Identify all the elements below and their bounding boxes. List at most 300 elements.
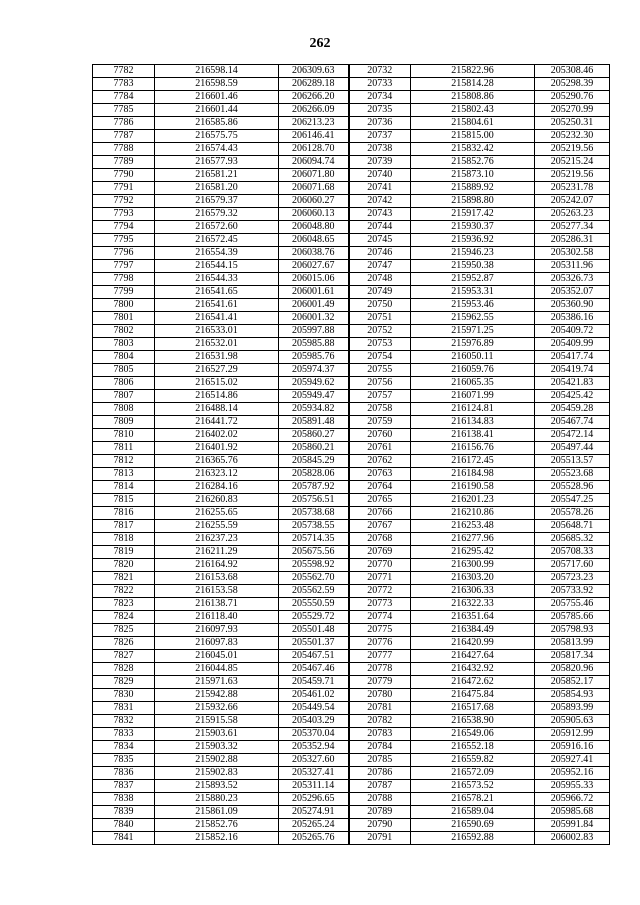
y-coordinate-cell: 205820.96 [535, 663, 610, 676]
x-coordinate-cell: 216578.21 [411, 793, 535, 806]
y-coordinate-cell: 205215.24 [535, 156, 610, 169]
point-id-cell: 20784 [349, 741, 411, 754]
x-coordinate-cell: 215962.55 [411, 312, 535, 325]
x-coordinate-cell: 215802.43 [411, 104, 535, 117]
x-coordinate-cell: 216517.68 [411, 702, 535, 715]
point-id-cell: 7830 [93, 689, 155, 702]
table-row [93, 156, 610, 169]
y-coordinate-cell: 206060.27 [279, 195, 349, 208]
x-coordinate-cell: 216544.15 [155, 260, 279, 273]
point-id-cell: 7815 [93, 494, 155, 507]
table-row [93, 247, 610, 260]
y-coordinate-cell: 205813.99 [535, 637, 610, 650]
point-id-cell: 20750 [349, 299, 411, 312]
y-coordinate-cell: 206266.09 [279, 104, 349, 117]
y-coordinate-cell: 205787.92 [279, 481, 349, 494]
point-id-cell: 7788 [93, 143, 155, 156]
y-coordinate-cell: 205817.34 [535, 650, 610, 663]
x-coordinate-cell: 215852.76 [155, 819, 279, 832]
y-coordinate-cell: 206128.70 [279, 143, 349, 156]
y-coordinate-cell: 206027.67 [279, 260, 349, 273]
table-row [93, 819, 610, 832]
x-coordinate-cell: 216306.33 [411, 585, 535, 598]
point-id-cell: 7816 [93, 507, 155, 520]
table-row [93, 546, 610, 559]
x-coordinate-cell: 216237.23 [155, 533, 279, 546]
x-coordinate-cell: 216401.92 [155, 442, 279, 455]
table-row [93, 117, 610, 130]
table-row [93, 390, 610, 403]
point-id-cell: 7805 [93, 364, 155, 377]
point-id-cell: 20758 [349, 403, 411, 416]
x-coordinate-cell: 216323.12 [155, 468, 279, 481]
point-id-cell: 7814 [93, 481, 155, 494]
point-id-cell: 7799 [93, 286, 155, 299]
x-coordinate-cell: 216598.59 [155, 78, 279, 91]
y-coordinate-cell: 205523.68 [535, 468, 610, 481]
y-coordinate-cell: 205648.71 [535, 520, 610, 533]
y-coordinate-cell: 205845.29 [279, 455, 349, 468]
y-coordinate-cell: 205286.31 [535, 234, 610, 247]
y-coordinate-cell: 205798.93 [535, 624, 610, 637]
y-coordinate-cell: 205966.72 [535, 793, 610, 806]
table-row [93, 351, 610, 364]
x-coordinate-cell: 215880.23 [155, 793, 279, 806]
y-coordinate-cell: 205912.99 [535, 728, 610, 741]
x-coordinate-cell: 215852.16 [155, 832, 279, 845]
x-coordinate-cell: 216190.58 [411, 481, 535, 494]
table-row [93, 715, 610, 728]
y-coordinate-cell: 205409.99 [535, 338, 610, 351]
table-row [93, 377, 610, 390]
y-coordinate-cell: 205467.46 [279, 663, 349, 676]
table-row [93, 806, 610, 819]
y-coordinate-cell: 205459.28 [535, 403, 610, 416]
point-id-cell: 7796 [93, 247, 155, 260]
y-coordinate-cell: 205421.83 [535, 377, 610, 390]
point-id-cell: 20738 [349, 143, 411, 156]
table-row [93, 78, 610, 91]
x-coordinate-cell: 216598.14 [155, 65, 279, 78]
y-coordinate-cell: 206015.06 [279, 273, 349, 286]
table-row [93, 676, 610, 689]
point-id-cell: 7797 [93, 260, 155, 273]
point-id-cell: 20762 [349, 455, 411, 468]
point-id-cell: 20759 [349, 416, 411, 429]
point-id-cell: 20782 [349, 715, 411, 728]
x-coordinate-cell: 216211.29 [155, 546, 279, 559]
x-coordinate-cell: 216592.88 [411, 832, 535, 845]
table-row [93, 780, 610, 793]
x-coordinate-cell: 216541.65 [155, 286, 279, 299]
page-number: 262 [309, 36, 331, 51]
table-row [93, 585, 610, 598]
point-id-cell: 7784 [93, 91, 155, 104]
x-coordinate-cell: 216581.21 [155, 169, 279, 182]
x-coordinate-cell: 216575.75 [155, 130, 279, 143]
x-coordinate-cell: 216402.02 [155, 429, 279, 442]
x-coordinate-cell: 216351.64 [411, 611, 535, 624]
x-coordinate-cell: 215814.28 [411, 78, 535, 91]
y-coordinate-cell: 205891.48 [279, 416, 349, 429]
x-coordinate-cell: 216427.64 [411, 650, 535, 663]
point-id-cell: 20732 [349, 65, 411, 78]
x-coordinate-cell: 215903.32 [155, 741, 279, 754]
point-id-cell: 20777 [349, 650, 411, 663]
point-id-cell: 20790 [349, 819, 411, 832]
point-id-cell: 20788 [349, 793, 411, 806]
y-coordinate-cell: 205985.76 [279, 351, 349, 364]
x-coordinate-cell: 215932.66 [155, 702, 279, 715]
y-coordinate-cell: 205955.33 [535, 780, 610, 793]
point-id-cell: 20774 [349, 611, 411, 624]
point-id-cell: 20749 [349, 286, 411, 299]
x-coordinate-cell: 216577.93 [155, 156, 279, 169]
x-coordinate-cell: 216134.83 [411, 416, 535, 429]
point-id-cell: 7785 [93, 104, 155, 117]
y-coordinate-cell: 205755.46 [535, 598, 610, 611]
point-id-cell: 20779 [349, 676, 411, 689]
point-id-cell: 20751 [349, 312, 411, 325]
y-coordinate-cell: 205513.57 [535, 455, 610, 468]
table-row [93, 403, 610, 416]
table-row [93, 494, 610, 507]
point-id-cell: 7787 [93, 130, 155, 143]
y-coordinate-cell: 206266.20 [279, 91, 349, 104]
x-coordinate-cell: 216488.14 [155, 403, 279, 416]
y-coordinate-cell: 206038.76 [279, 247, 349, 260]
x-coordinate-cell: 215915.58 [155, 715, 279, 728]
y-coordinate-cell: 205991.84 [535, 819, 610, 832]
x-coordinate-cell: 216554.39 [155, 247, 279, 260]
x-coordinate-cell: 216585.86 [155, 117, 279, 130]
point-id-cell: 7817 [93, 520, 155, 533]
y-coordinate-cell: 205308.46 [535, 65, 610, 78]
x-coordinate-cell: 216601.44 [155, 104, 279, 117]
point-id-cell: 7819 [93, 546, 155, 559]
point-id-cell: 20743 [349, 208, 411, 221]
table-row [93, 312, 610, 325]
y-coordinate-cell: 205360.90 [535, 299, 610, 312]
table-row [93, 208, 610, 221]
point-id-cell: 20776 [349, 637, 411, 650]
x-coordinate-cell: 216601.46 [155, 91, 279, 104]
point-id-cell: 7811 [93, 442, 155, 455]
x-coordinate-cell: 216065.35 [411, 377, 535, 390]
x-coordinate-cell: 216590.69 [411, 819, 535, 832]
x-coordinate-cell: 215808.86 [411, 91, 535, 104]
x-coordinate-cell: 216255.59 [155, 520, 279, 533]
point-id-cell: 20768 [349, 533, 411, 546]
y-coordinate-cell: 206094.74 [279, 156, 349, 169]
point-id-cell: 20761 [349, 442, 411, 455]
y-coordinate-cell: 205459.71 [279, 676, 349, 689]
x-coordinate-cell: 215822.96 [411, 65, 535, 78]
point-id-cell: 20760 [349, 429, 411, 442]
y-coordinate-cell: 205265.24 [279, 819, 349, 832]
point-id-cell: 20781 [349, 702, 411, 715]
x-coordinate-cell: 216253.48 [411, 520, 535, 533]
x-coordinate-cell: 216579.37 [155, 195, 279, 208]
point-id-cell: 20787 [349, 780, 411, 793]
x-coordinate-cell: 216097.83 [155, 637, 279, 650]
y-coordinate-cell: 205302.58 [535, 247, 610, 260]
y-coordinate-cell: 205708.33 [535, 546, 610, 559]
y-coordinate-cell: 206048.80 [279, 221, 349, 234]
point-id-cell: 7837 [93, 780, 155, 793]
y-coordinate-cell: 205974.37 [279, 364, 349, 377]
y-coordinate-cell: 205905.63 [535, 715, 610, 728]
point-id-cell: 20773 [349, 598, 411, 611]
y-coordinate-cell: 206001.61 [279, 286, 349, 299]
point-id-cell: 20767 [349, 520, 411, 533]
x-coordinate-cell: 216538.90 [411, 715, 535, 728]
x-coordinate-cell: 215804.61 [411, 117, 535, 130]
point-id-cell: 20748 [349, 273, 411, 286]
y-coordinate-cell: 205461.02 [279, 689, 349, 702]
table-row [93, 221, 610, 234]
point-id-cell: 20757 [349, 390, 411, 403]
point-id-cell: 20747 [349, 260, 411, 273]
y-coordinate-cell: 205290.76 [535, 91, 610, 104]
table-row [93, 507, 610, 520]
table-row [93, 286, 610, 299]
x-coordinate-cell: 215903.61 [155, 728, 279, 741]
x-coordinate-cell: 215942.88 [155, 689, 279, 702]
point-id-cell: 7810 [93, 429, 155, 442]
point-id-cell: 7826 [93, 637, 155, 650]
x-coordinate-cell: 215953.46 [411, 299, 535, 312]
point-id-cell: 7833 [93, 728, 155, 741]
point-id-cell: 20780 [349, 689, 411, 702]
x-coordinate-cell: 216255.65 [155, 507, 279, 520]
table-row [93, 143, 610, 156]
y-coordinate-cell: 205311.14 [279, 780, 349, 793]
point-id-cell: 20783 [349, 728, 411, 741]
y-coordinate-cell: 206289.18 [279, 78, 349, 91]
x-coordinate-cell: 216045.01 [155, 650, 279, 663]
point-id-cell: 7822 [93, 585, 155, 598]
point-id-cell: 7808 [93, 403, 155, 416]
y-coordinate-cell: 205425.42 [535, 390, 610, 403]
table-row [93, 299, 610, 312]
x-coordinate-cell: 216589.04 [411, 806, 535, 819]
y-coordinate-cell: 206071.68 [279, 182, 349, 195]
table-row [93, 598, 610, 611]
x-coordinate-cell: 215902.88 [155, 754, 279, 767]
point-id-cell: 7824 [93, 611, 155, 624]
point-id-cell: 7802 [93, 325, 155, 338]
x-coordinate-cell: 216260.83 [155, 494, 279, 507]
y-coordinate-cell: 205467.74 [535, 416, 610, 429]
y-coordinate-cell: 205467.51 [279, 650, 349, 663]
x-coordinate-cell: 216284.16 [155, 481, 279, 494]
y-coordinate-cell: 205501.48 [279, 624, 349, 637]
point-id-cell: 20741 [349, 182, 411, 195]
x-coordinate-cell: 216579.32 [155, 208, 279, 221]
table-row [93, 767, 610, 780]
x-coordinate-cell: 216184.98 [411, 468, 535, 481]
y-coordinate-cell: 205263.23 [535, 208, 610, 221]
point-id-cell: 20752 [349, 325, 411, 338]
x-coordinate-cell: 215936.92 [411, 234, 535, 247]
y-coordinate-cell: 205501.37 [279, 637, 349, 650]
table-row [93, 338, 610, 351]
y-coordinate-cell: 205270.99 [535, 104, 610, 117]
x-coordinate-cell: 216118.40 [155, 611, 279, 624]
x-coordinate-cell: 216201.23 [411, 494, 535, 507]
table-row [93, 650, 610, 663]
y-coordinate-cell: 205250.31 [535, 117, 610, 130]
point-id-cell: 20745 [349, 234, 411, 247]
x-coordinate-cell: 215953.31 [411, 286, 535, 299]
point-id-cell: 20769 [349, 546, 411, 559]
x-coordinate-cell: 216533.01 [155, 325, 279, 338]
x-coordinate-cell: 216059.76 [411, 364, 535, 377]
point-id-cell: 20742 [349, 195, 411, 208]
y-coordinate-cell: 205386.16 [535, 312, 610, 325]
point-id-cell: 7812 [93, 455, 155, 468]
table-row [93, 364, 610, 377]
x-coordinate-cell: 216153.58 [155, 585, 279, 598]
x-coordinate-cell: 216156.76 [411, 442, 535, 455]
point-id-cell: 20737 [349, 130, 411, 143]
y-coordinate-cell: 205529.72 [279, 611, 349, 624]
x-coordinate-cell: 215852.76 [411, 156, 535, 169]
x-coordinate-cell: 216552.18 [411, 741, 535, 754]
y-coordinate-cell: 205242.07 [535, 195, 610, 208]
table-row [93, 195, 610, 208]
y-coordinate-cell: 205265.76 [279, 832, 349, 845]
x-coordinate-cell: 216541.61 [155, 299, 279, 312]
table-row [93, 572, 610, 585]
x-coordinate-cell: 215902.83 [155, 767, 279, 780]
table-row [93, 416, 610, 429]
x-coordinate-cell: 216300.99 [411, 559, 535, 572]
point-id-cell: 7791 [93, 182, 155, 195]
point-id-cell: 7836 [93, 767, 155, 780]
y-coordinate-cell: 205472.14 [535, 429, 610, 442]
point-id-cell: 7813 [93, 468, 155, 481]
point-id-cell: 7792 [93, 195, 155, 208]
x-coordinate-cell: 215873.10 [411, 169, 535, 182]
point-id-cell: 7807 [93, 390, 155, 403]
coordinates-table-body [93, 65, 610, 845]
y-coordinate-cell: 205685.32 [535, 533, 610, 546]
y-coordinate-cell: 206213.23 [279, 117, 349, 130]
table-row [93, 832, 610, 845]
point-id-cell: 7823 [93, 598, 155, 611]
y-coordinate-cell: 205733.92 [535, 585, 610, 598]
point-id-cell: 7795 [93, 234, 155, 247]
y-coordinate-cell: 205311.96 [535, 260, 610, 273]
table-row [93, 533, 610, 546]
point-id-cell: 20740 [349, 169, 411, 182]
point-id-cell: 20775 [349, 624, 411, 637]
y-coordinate-cell: 205916.16 [535, 741, 610, 754]
x-coordinate-cell: 216138.71 [155, 598, 279, 611]
x-coordinate-cell: 216164.92 [155, 559, 279, 572]
x-coordinate-cell: 216531.98 [155, 351, 279, 364]
point-id-cell: 7801 [93, 312, 155, 325]
x-coordinate-cell: 215917.42 [411, 208, 535, 221]
y-coordinate-cell: 205497.44 [535, 442, 610, 455]
y-coordinate-cell: 205598.92 [279, 559, 349, 572]
y-coordinate-cell: 205738.55 [279, 520, 349, 533]
x-coordinate-cell: 215952.87 [411, 273, 535, 286]
table-row [93, 793, 610, 806]
table-row [93, 260, 610, 273]
y-coordinate-cell: 205785.66 [535, 611, 610, 624]
point-id-cell: 7809 [93, 416, 155, 429]
x-coordinate-cell: 216514.86 [155, 390, 279, 403]
table-row [93, 104, 610, 117]
x-coordinate-cell: 216138.41 [411, 429, 535, 442]
table-row [93, 741, 610, 754]
y-coordinate-cell: 205419.74 [535, 364, 610, 377]
point-id-cell: 7834 [93, 741, 155, 754]
point-id-cell: 7794 [93, 221, 155, 234]
point-id-cell: 20771 [349, 572, 411, 585]
y-coordinate-cell: 205934.82 [279, 403, 349, 416]
y-coordinate-cell: 205756.51 [279, 494, 349, 507]
y-coordinate-cell: 205296.65 [279, 793, 349, 806]
y-coordinate-cell: 205675.56 [279, 546, 349, 559]
y-coordinate-cell: 206060.13 [279, 208, 349, 221]
point-id-cell: 20765 [349, 494, 411, 507]
point-id-cell: 7827 [93, 650, 155, 663]
y-coordinate-cell: 205952.16 [535, 767, 610, 780]
x-coordinate-cell: 216527.29 [155, 364, 279, 377]
x-coordinate-cell: 216549.06 [411, 728, 535, 741]
x-coordinate-cell: 215930.37 [411, 221, 535, 234]
y-coordinate-cell: 205717.60 [535, 559, 610, 572]
y-coordinate-cell: 205547.25 [535, 494, 610, 507]
point-id-cell: 7806 [93, 377, 155, 390]
x-coordinate-cell: 216515.02 [155, 377, 279, 390]
point-id-cell: 20785 [349, 754, 411, 767]
table-row [93, 234, 610, 247]
coordinates-table [92, 64, 610, 845]
y-coordinate-cell: 205550.59 [279, 598, 349, 611]
x-coordinate-cell: 215861.09 [155, 806, 279, 819]
y-coordinate-cell: 205352.94 [279, 741, 349, 754]
table-row [93, 273, 610, 286]
x-coordinate-cell: 216365.76 [155, 455, 279, 468]
point-id-cell: 7786 [93, 117, 155, 130]
y-coordinate-cell: 205723.23 [535, 572, 610, 585]
point-id-cell: 7821 [93, 572, 155, 585]
point-id-cell: 20746 [349, 247, 411, 260]
table-row [93, 689, 610, 702]
y-coordinate-cell: 205327.41 [279, 767, 349, 780]
point-id-cell: 7825 [93, 624, 155, 637]
y-coordinate-cell: 205370.04 [279, 728, 349, 741]
x-coordinate-cell: 215889.92 [411, 182, 535, 195]
point-id-cell: 20791 [349, 832, 411, 845]
x-coordinate-cell: 216044.85 [155, 663, 279, 676]
x-coordinate-cell: 216322.33 [411, 598, 535, 611]
y-coordinate-cell: 205417.74 [535, 351, 610, 364]
x-coordinate-cell: 215893.52 [155, 780, 279, 793]
table-row [93, 637, 610, 650]
x-coordinate-cell: 216295.42 [411, 546, 535, 559]
point-id-cell: 20764 [349, 481, 411, 494]
y-coordinate-cell: 205985.68 [535, 806, 610, 819]
point-id-cell: 7793 [93, 208, 155, 221]
y-coordinate-cell: 205528.96 [535, 481, 610, 494]
y-coordinate-cell: 206001.49 [279, 299, 349, 312]
